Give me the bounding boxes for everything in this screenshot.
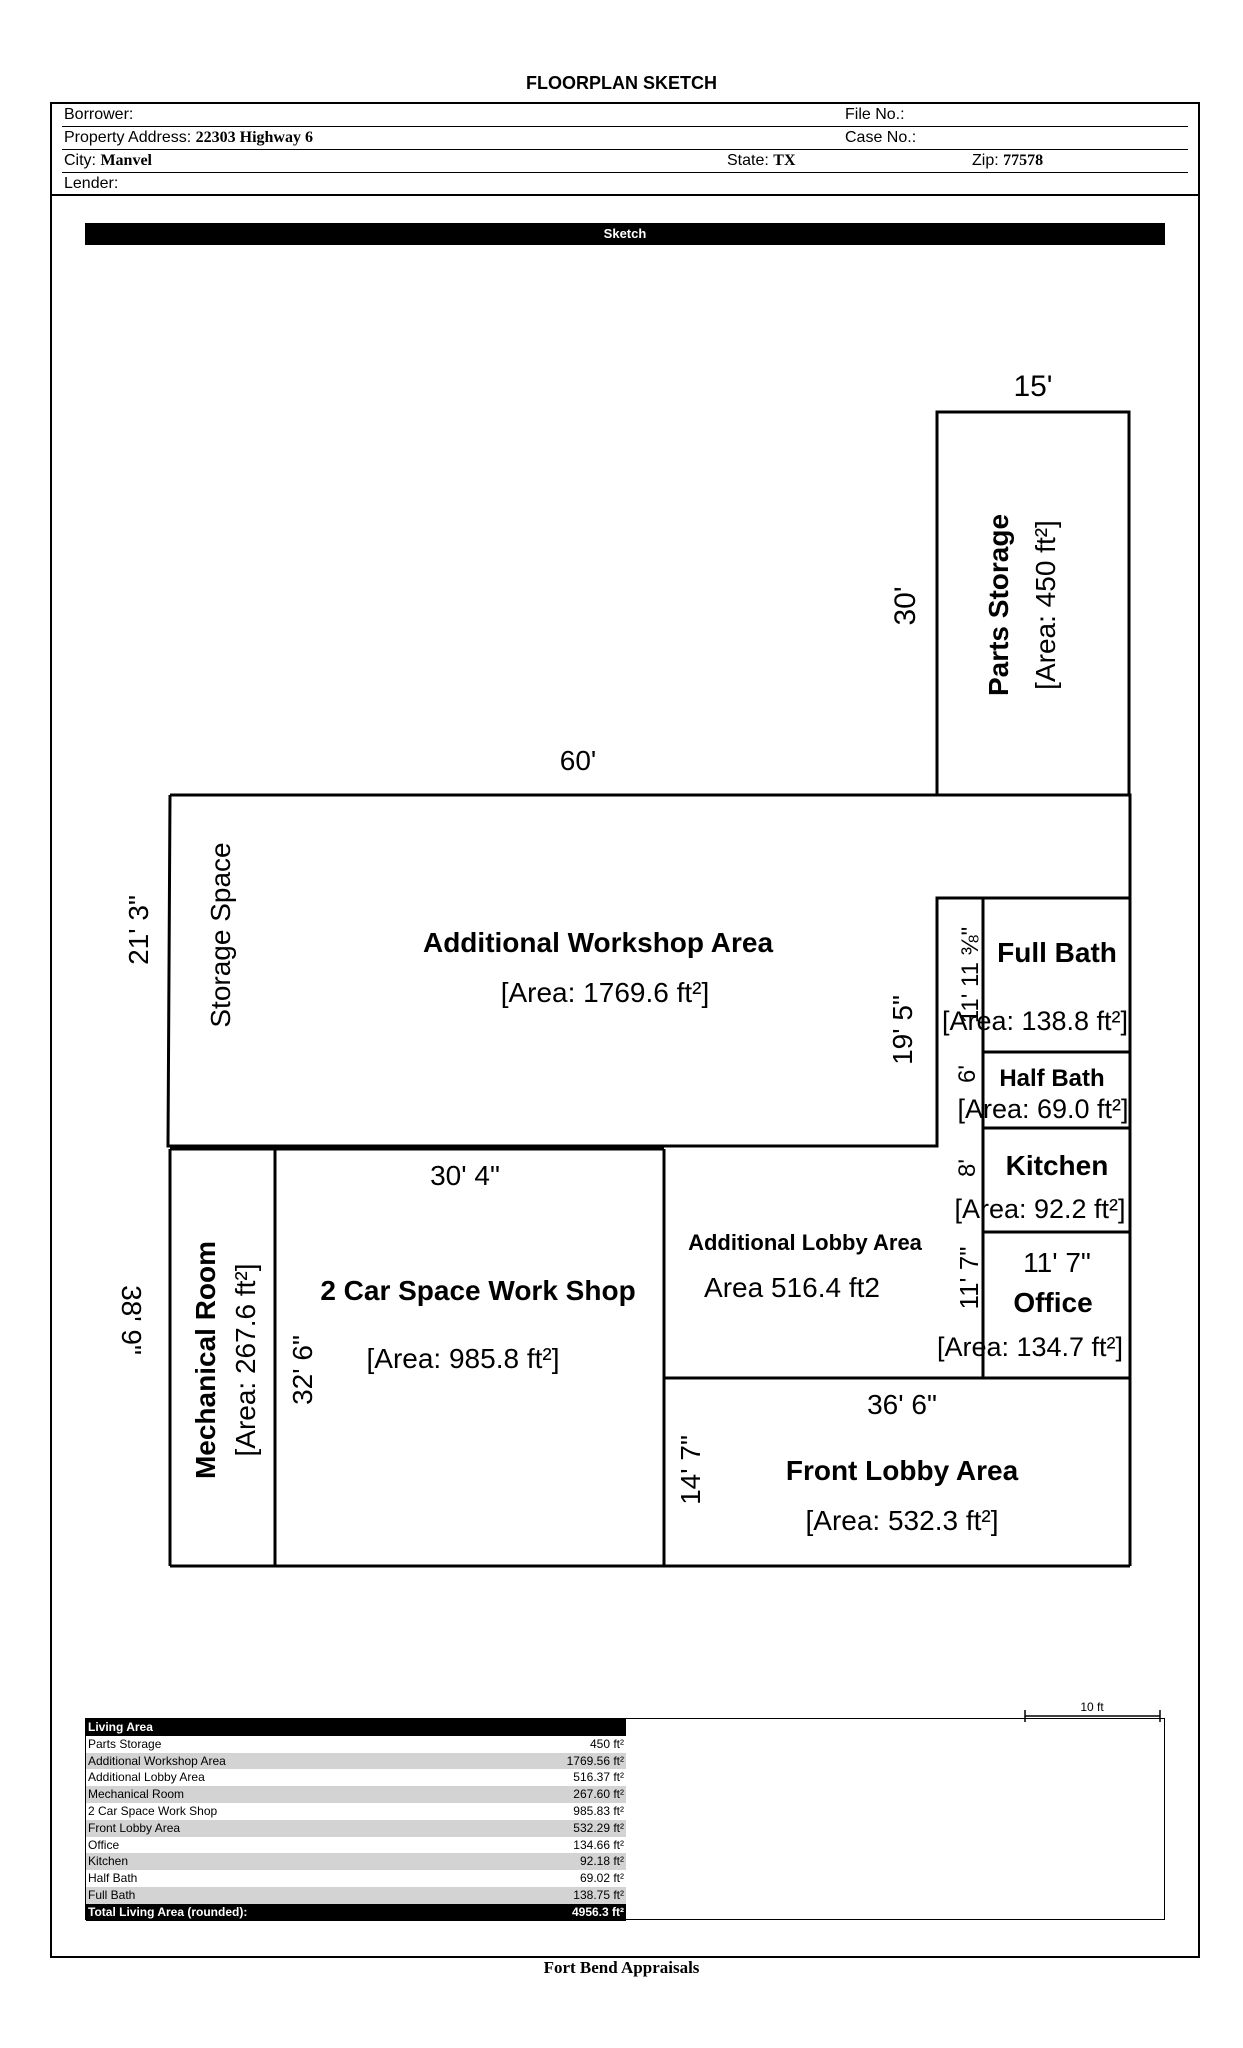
city-label: City: Manvel xyxy=(64,152,152,169)
room-halfbath-area: [Area: 69.0 ft²] xyxy=(957,1094,1129,1124)
dim-parts-height: 30' xyxy=(889,586,922,626)
living-area-list xyxy=(86,1719,626,1921)
room-halfbath-name: Half Bath xyxy=(999,1065,1105,1092)
state-value: TX xyxy=(773,152,796,169)
dim-parts-width: 15' xyxy=(1013,370,1053,403)
scale-bar-label: 10 ft xyxy=(1080,1700,1104,1714)
room-lobby-name: Additional Lobby Area xyxy=(688,1230,922,1255)
row-name: Full Bath xyxy=(88,1887,136,1902)
room-workshop-name: Additional Workshop Area xyxy=(422,927,774,958)
dim-carshop-width: 30' 4" xyxy=(430,1160,500,1191)
dim-frontlobby-height: 14' 7" xyxy=(675,1435,706,1505)
row-value: 92.18 ft² xyxy=(579,1854,624,1869)
row-name: Parts Storage xyxy=(88,1736,162,1751)
room-mech-name: Mechanical Room xyxy=(190,1240,221,1480)
borrower-label: Borrower: xyxy=(64,106,134,123)
total-value: 4956.3 ft² xyxy=(571,1904,624,1919)
room-frontlobby-name: Front Lobby Area xyxy=(785,1455,1019,1486)
footer-company: Fort Bend Appraisals xyxy=(543,1958,700,1977)
table-row xyxy=(86,1786,626,1803)
table-row xyxy=(86,1769,626,1786)
dim-frontlobby-width: 36' 6" xyxy=(867,1389,937,1420)
room-fullbath-area: [Area: 138.8 ft²] xyxy=(941,1006,1129,1036)
row-value: 69.02 ft² xyxy=(579,1871,624,1886)
city-value: Manvel xyxy=(100,152,152,169)
total-row xyxy=(86,1904,626,1921)
dim-lobby-height: 11' 7" xyxy=(954,1246,984,1310)
room-office-name: Office xyxy=(1013,1287,1093,1318)
room-office-area: [Area: 134.7 ft²] xyxy=(936,1332,1124,1362)
room-parts-storage-name: Parts Storage xyxy=(983,513,1014,697)
room-storage-space-name: Storage Space xyxy=(205,842,236,1028)
room-kitchen-name: Kitchen xyxy=(1005,1150,1109,1181)
case-no-label: Case No.: xyxy=(845,129,917,146)
table-row xyxy=(86,1820,626,1837)
room-kitchen-area: [Area: 92.2 ft²] xyxy=(954,1194,1126,1224)
table-row xyxy=(86,1837,626,1854)
dim-fullbath-height: 11' 11 ⅜" xyxy=(957,926,984,1024)
table-row xyxy=(86,1887,626,1904)
room-frontlobby-area: [Area: 532.3 ft²] xyxy=(805,1505,999,1536)
dim-workshop-width: 60' xyxy=(559,745,597,776)
living-area-table xyxy=(85,1718,1165,1920)
row-value: 267.60 ft² xyxy=(573,1787,624,1802)
room-fullbath-name: Full Bath xyxy=(997,937,1117,968)
row-name: Half Bath xyxy=(88,1871,138,1886)
property-address-value: 22303 Highway 6 xyxy=(195,129,313,146)
table-row xyxy=(86,1853,626,1870)
room-workshop-area: [Area: 1769.6 ft²] xyxy=(500,977,710,1008)
row-name: Mechanical Room xyxy=(88,1787,185,1802)
dim-workshop-height: 21' 3" xyxy=(123,895,154,965)
dim-halfbath-height: 6' xyxy=(954,1065,981,1083)
room-parts-storage-area: [Area: 450 ft²] xyxy=(1030,520,1061,690)
zip-label: Zip: 77578 xyxy=(972,152,1044,169)
row-name: Office xyxy=(88,1837,120,1852)
dim-left-total: 38' 9" xyxy=(116,1285,147,1355)
sketch-bar: Sketch xyxy=(85,223,1165,245)
row-value: 138.75 ft² xyxy=(573,1887,624,1902)
row-name: Additional Lobby Area xyxy=(88,1770,205,1785)
dim-office-width: 11' 7" xyxy=(1023,1247,1091,1278)
property-address-label: Property Address: 22303 Highway 6 xyxy=(64,129,313,146)
document-title: FLOORPLAN SKETCH xyxy=(526,73,717,93)
living-area-header: Living Area xyxy=(86,1719,626,1736)
room-carshop-name: 2 Car Space Work Shop xyxy=(320,1275,636,1306)
table-row xyxy=(86,1753,626,1770)
room-lobby-area: Area 516.4 ft2 xyxy=(704,1272,880,1303)
dim-workshop-right: 19' 5" xyxy=(887,995,918,1065)
row-name: Additional Workshop Area xyxy=(88,1753,226,1768)
dim-carshop-height: 32' 6" xyxy=(287,1335,318,1405)
lender-label: Lender: xyxy=(64,175,119,192)
total-label: Total Living Area (rounded): xyxy=(88,1904,248,1919)
row-name: 2 Car Space Work Shop xyxy=(88,1803,218,1818)
row-value: 1769.56 ft² xyxy=(566,1753,624,1768)
row-name: Front Lobby Area xyxy=(88,1820,181,1835)
row-value: 516.37 ft² xyxy=(573,1770,624,1785)
row-name: Kitchen xyxy=(88,1854,129,1869)
table-row xyxy=(86,1803,626,1820)
room-carshop-area: [Area: 985.8 ft²] xyxy=(366,1343,560,1374)
state-label: State: TX xyxy=(727,152,796,169)
file-no-label: File No.: xyxy=(845,106,905,123)
row-value: 532.29 ft² xyxy=(573,1820,624,1835)
dim-kitchen-height: 8' xyxy=(954,1159,981,1177)
table-row xyxy=(86,1870,626,1887)
zip-value: 77578 xyxy=(1003,152,1044,169)
row-value: 450 ft² xyxy=(589,1736,624,1751)
row-value: 985.83 ft² xyxy=(573,1803,624,1818)
row-value: 134.66 ft² xyxy=(573,1837,624,1852)
room-mech-area: [Area: 267.6 ft²] xyxy=(230,1263,261,1457)
table-row xyxy=(86,1736,626,1753)
